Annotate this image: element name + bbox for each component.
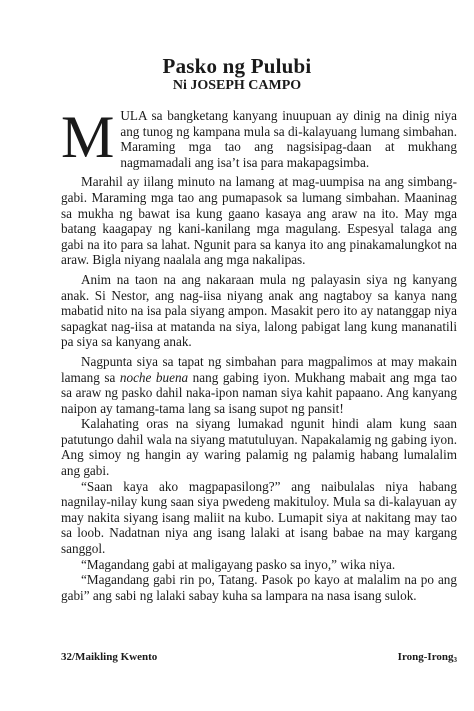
paragraph-2: Marahil ay iilang minuto na lamang at mag-uumpisa na ang simbang-gabi. Maraming mga tao ang pumapasok sa lumang simbahan. Maaninag sa mukha ng bawat isa kung gaano kasaya ang araw na ito. May mga batang kaagapay ng kani-kanilang mga magulang. Espesyal talaga ang gabi na ito para sa lahat. Ngunit para sa kanya ito ang pinakamalungkot na araw. Bigla niyang naalala ang mga nakalipas.	[61, 174, 457, 268]
paragraph-8: “Magandang gabi rin po, Tatang. Pasok po kayo at malalim na po ang gabi” ang sabi ng lalaki sabay kuha sa lampara na nasa isang sulok.	[61, 572, 457, 603]
story-body	[61, 104, 457, 603]
paragraph-1-text: ULA sa bangketang kanyang inuupuan ay dinig na dinig niya ang tunog ng kampana mula sa di-kalayuang lumang simbahan. Maraming mga tao ang nagsisipag-daan at mukhang nagmamadali ang isa’t isa para makapagsimba.	[120, 108, 457, 170]
footer-page-label: 32/Maikling Kwento	[61, 651, 158, 663]
drop-cap: M	[61, 104, 115, 170]
paragraph-7: “Magandang gabi at maligayang pasko sa inyo,” wika niya.	[81, 556, 396, 572]
paragraph-3: Anim na taon na ang nakaraan mula ng palayasin siya ng kanyang anak. Si Nestor, ang nag-iisa niyang anak ang nagtaboy sa kanya nang mabatid nito na isa pala siyang ampon. Masakit pero ito ay natanggap niya sapagkat nag-iisa at matanda na siya, lalong pabigat lang kung mananatili pa siya sa kanyang anak.	[61, 271, 457, 350]
paragraph-4-text-a: Nagpunta siya sa tapat ng simbahan para magpalimos at may makain lamang sa	[61, 353, 457, 385]
footer-publication-subscript: 3	[453, 656, 457, 664]
paragraph-4-emphasis: noche buena	[119, 369, 189, 385]
paragraph-4	[61, 354, 457, 416]
paragraph-5: Kalahating oras na siyang lumakad ngunit hindi alam kung saan patutungo dahil wala na siyang matutuluyan. Napakalamig ng gabing iyon. Ang simoy ng hangin ay waring palamig ng palamig habang lumalalim ang gabi.	[61, 416, 457, 479]
paragraph-1	[61, 104, 457, 170]
paragraph-4-text-b: nang gabing iyon. Mukhang mabait ang mga tao sa araw ng pasko dahil naka-ipon naman siya kahit papaano. Ang kanyang naipon ay tamang-tama lang sa isang supot ng pansit!	[61, 369, 457, 416]
footer-publication-name: Irong-Irong	[397, 651, 454, 663]
story-title: Pasko ng Pulubi	[162, 54, 312, 78]
footer-publication	[398, 651, 457, 664]
paragraph-6: “Saan kaya ako magpapasilong?” ang naibulalas niya habang nagnilay-nilay kung saan siya pwedeng makituloy. Mula sa di-kalayuan ay may nakita siyang isang maliit na kubo. Lumapit siya at nakitang may tao sa loob. Nadatnan niya ang isang lalaki at isang babae na may kargang sanggol.	[61, 478, 457, 557]
story-author: Ni JOSEPH CAMPO	[172, 78, 302, 93]
